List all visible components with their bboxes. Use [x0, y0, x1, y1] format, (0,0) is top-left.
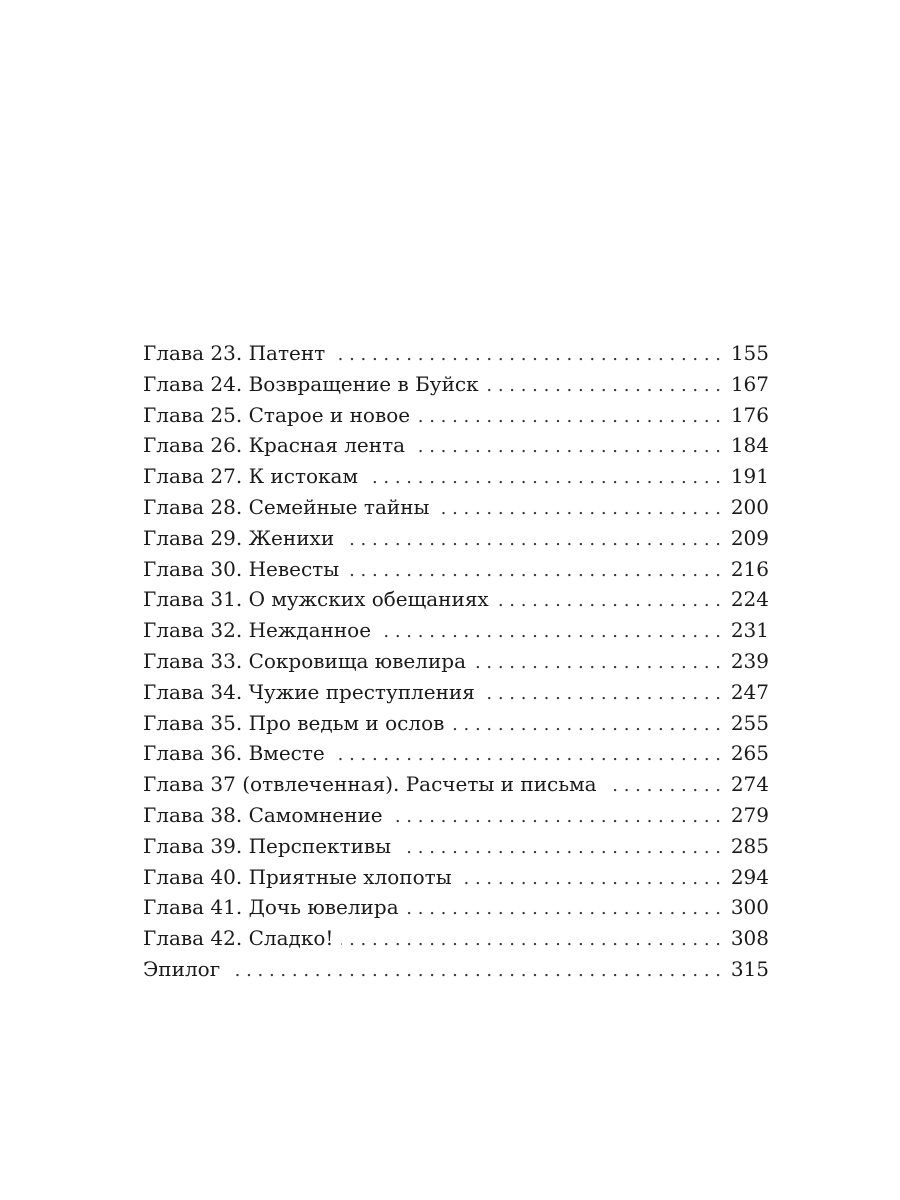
toc-entry-page: 216 — [730, 556, 769, 581]
toc-entry — [143, 800, 769, 831]
toc-entry-page: 294 — [730, 864, 769, 889]
toc-entry — [143, 677, 769, 708]
toc-entry-title: Глава 26. Красная лента — [143, 433, 406, 458]
toc-entry-title: Глава 24. Возвращение в Буйск — [143, 371, 479, 396]
toc-dot-leader — [366, 463, 721, 494]
toc-entry-title: Глава 40. Приятные хлопоты — [143, 864, 452, 889]
toc-dot-leader — [437, 494, 721, 525]
toc-entry-title: Глава 31. О мужских обещаниях — [143, 587, 489, 612]
toc-entry-title: Глава 29. Женихи — [143, 525, 335, 550]
toc-entry-page: 265 — [730, 741, 769, 766]
toc-entry-page: 200 — [730, 494, 769, 519]
toc-entry-title: Глава 42. Сладко! — [143, 926, 334, 951]
toc-dot-leader — [460, 864, 721, 895]
toc-entry — [143, 554, 769, 585]
toc-entry-title: Глава 27. К истокам — [143, 464, 359, 489]
toc-entry-page: 167 — [730, 371, 769, 396]
table-of-contents — [143, 338, 769, 985]
toc-entry — [143, 338, 769, 369]
toc-entry — [143, 400, 769, 431]
toc-entry-title: Глава 33. Сокровища ювелира — [143, 648, 466, 673]
toc-dot-leader — [605, 771, 721, 802]
toc-entry-page: 231 — [730, 618, 769, 643]
toc-entry — [143, 615, 769, 646]
toc-entry-title: Глава 25. Старое и новое — [143, 402, 411, 427]
toc-dot-leader — [347, 556, 721, 587]
toc-entry — [143, 738, 769, 769]
toc-dot-leader — [333, 340, 721, 371]
toc-dot-leader — [474, 648, 721, 679]
toc-entry — [143, 923, 769, 954]
toc-entry-title: Глава 23. Патент — [143, 341, 326, 365]
toc-entry-page: 255 — [730, 710, 769, 735]
toc-entry-page: 279 — [730, 802, 769, 827]
toc-entry-title: Глава 32. Нежданное — [143, 618, 372, 643]
toc-dot-leader — [391, 802, 721, 833]
toc-entry-title: Глава 39. Перспективы — [143, 833, 392, 858]
toc-entry-title: Эпилог — [143, 956, 221, 981]
toc-entry — [143, 492, 769, 523]
toc-entry — [143, 646, 769, 677]
toc-entry — [143, 954, 769, 985]
toc-dot-leader — [413, 432, 721, 463]
toc-entry-title: Глава 28. Семейные тайны — [143, 494, 430, 519]
toc-entry-title: Глава 36. Вместе — [143, 741, 325, 766]
toc-entry — [143, 892, 769, 923]
toc-dot-leader — [407, 894, 721, 925]
toc-entry-title: Глава 35. Про ведьм и ослов — [143, 710, 445, 735]
toc-entry-page: 224 — [730, 587, 769, 612]
toc-entry-title: Глава 38. Самомнение — [143, 802, 383, 827]
toc-entry-title: Глава 37 (отвлеченная). Расчеты и письма — [143, 772, 597, 797]
toc-entry-page: 274 — [730, 772, 769, 797]
toc-entry-title: Глава 34. Чужие преступления — [143, 679, 475, 704]
toc-entry — [143, 523, 769, 554]
toc-entry-page: 285 — [730, 833, 769, 858]
toc-dot-leader — [497, 586, 721, 617]
toc-entry-page: 191 — [730, 464, 769, 489]
toc-entry — [143, 831, 769, 862]
toc-entry-page: 308 — [730, 926, 769, 951]
toc-entry-title: Глава 41. Дочь ювелира — [143, 895, 399, 920]
toc-entry-page: 247 — [730, 679, 769, 704]
toc-entry-page: 184 — [730, 433, 769, 458]
toc-entry-page: 239 — [730, 648, 769, 673]
toc-dot-leader — [418, 402, 721, 433]
toc-entry — [143, 461, 769, 492]
toc-entry-page: 155 — [730, 341, 769, 365]
toc-dot-leader — [483, 679, 721, 710]
toc-entry-title: Глава 30. Невесты — [143, 556, 340, 581]
toc-entry — [143, 769, 769, 800]
toc-dot-leader — [487, 371, 721, 402]
toc-entry-page: 315 — [730, 956, 769, 981]
toc-entry-page: 176 — [730, 402, 769, 427]
toc-dot-leader — [379, 617, 721, 648]
toc-entry-page: 300 — [730, 895, 769, 920]
toc-dot-leader — [341, 925, 721, 956]
toc-entry — [143, 862, 769, 893]
toc-dot-leader — [333, 740, 721, 771]
toc-dot-leader — [399, 833, 721, 864]
toc-entry-page: 209 — [730, 525, 769, 550]
toc-entry — [143, 584, 769, 615]
toc-dot-leader — [452, 710, 721, 741]
toc-entry — [143, 369, 769, 400]
toc-entry — [143, 708, 769, 739]
toc-dot-leader — [342, 525, 721, 556]
toc-dot-leader — [228, 956, 721, 987]
toc-entry — [143, 430, 769, 461]
